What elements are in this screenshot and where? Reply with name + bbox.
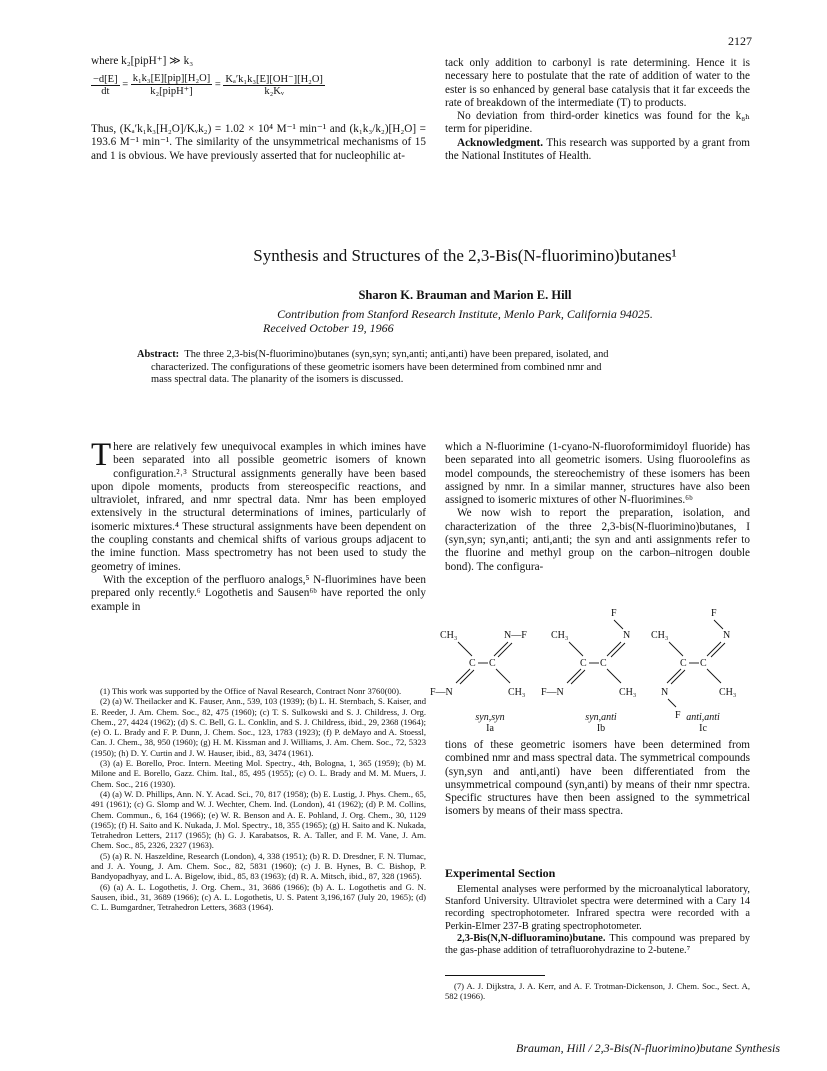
footnote-3: (3) (a) E. Borello, Proc. Intern. Meeting Mol. Spectry., 4th, Bologna, 1, 365 (1959); (b) M. Milone and E. Borello, Gazz. Chim. Ital., 85, 495 (1955); (c) O. L. Brady and M. M. Muers, J. Chem. Soc., 216 (1930). <box>91 758 426 789</box>
atom-n: N <box>623 630 631 641</box>
structure-label-ia: syn,syn Ia <box>475 712 505 734</box>
top-right-para1: tack only addition to carbonyl is rate determining. Hence it is necessary here to postulate that the rate of addition of water to the ester is so enhanced by general base catalysis that it far exceeds the rate of breakdown of the intermediate (T) to products. <box>445 57 750 109</box>
atom-c: C <box>469 658 476 669</box>
right-para-3: tions of these geometric isomers have been determined from combined nmr and mass spectral data. The symmetrical compounds (syn,syn and anti,anti) have been differentiated from the unsymmetrical compound (syn,anti) by means of their nmr spectra. Specific structures have then been assigned to the symmetrical isomers by means of their mass spectra. <box>445 739 750 818</box>
eq-lhs: $\frac{-d[E]}{dt}$ <box>93 73 118 97</box>
atom-ch3: CH₃ <box>551 630 569 641</box>
atom-ch3: CH₃ <box>651 630 669 641</box>
atom-f: F <box>711 608 717 619</box>
received-date: Received October 19, 1966 <box>263 321 394 335</box>
authors: Sharon K. Brauman and Marion E. Hill <box>358 288 572 302</box>
rate-equation: $\frac{-d[E]}{dt}$ = $\frac{\text{k₁k₃[E][pip][H₂O]}}{\text{k₂[pipH⁺]}}$ = $\frac{\text{Kₐ′k₁k₃[E][OH⁻][H₂O]}}{\text{k₂Kᵥ}}$ <box>93 73 323 97</box>
atom-nf: N—F <box>504 630 527 641</box>
top-right-para2: No deviation from third-order kinetics was found for the k₈ₕ term for piperidine. <box>445 110 750 136</box>
experimental-body <box>445 884 750 957</box>
right-column-top <box>445 441 750 574</box>
atom-f: F <box>611 608 617 619</box>
affiliation-line: Contribution from Stanford Research Institute, Menlo Park, California 94025. <box>277 307 653 321</box>
atom-c: C <box>600 658 607 669</box>
atom-c: C <box>700 658 707 669</box>
intro-para-1: There are relatively few unequivocal examples in which imines have been separated into all possible geometric isomers of known configuration.²˒³ Structural assignments generally have been based upon dipole moments, products from stereospecific reactions, and ultraviolet, infrared, and nmr spectral data. Nmr has been employed extensively in the structural determinations of imines, particularly of isomeric mixtures.⁴ These structural assignments have been dependent on the coupling constants and chemical shifts of various groups adjacent to the imine function. Mass spectrometry has not been used to study the geometry of imines. <box>91 437 426 573</box>
footnote-1: (1) This work was supported by the Office of Naval Research, Contract Nonr 3760(00). <box>100 686 402 696</box>
atom-ch3: CH₃ <box>440 630 458 641</box>
structure-label-ib: syn,anti Ib <box>585 712 617 734</box>
atom-n: N <box>661 687 669 698</box>
abstract-line-3: mass spectral data. The planarity of the isomers is discussed. <box>151 374 404 386</box>
footnote-rule <box>445 975 545 976</box>
structure-ib <box>541 608 636 698</box>
footnote-6: (6) (a) A. L. Logothetis, J. Org. Chem., 31, 3686 (1966); (b) A. L. Logothetis and G. N. Sausen, ibid., 31, 3689 (1966); (c) A. L. Logothetis, U. S. Patent 3,196,167 (July 20, 1965); (d) C. L. Bumgardner, Tetrahedron Letters, 3683 (1964). <box>91 881 426 913</box>
drop-cap: T <box>91 437 112 473</box>
atom-n: N <box>723 630 731 641</box>
top-left-paragraph: Thus, (Kₐ′k₁k₃[H₂O]/Kᵥk₂) = 1.02 × 10⁴ M⁻¹ min⁻¹ and (k₁k₃/k₂)[H₂O] = 193.6 M⁻¹ min⁻¹. The similarity of the unsymmetrical mechanisms of 15 and 1 is obvious. We have previously asserted that for nucleophilic at- <box>91 123 426 162</box>
footnote-2: (2) (a) W. Theilacker and K. Fauser, Ann., 539, 103 (1939); (b) L. H. Sternbach, S. Kaiser, and E. Reeder, J. Am. Chem. Soc., 82, 475 (1960); (c) T. S. Sulkowski and S. J. Childress, J. Org. Chem., 27, 4424 (1962); (d) S. C. Bell, G. L. Conklin, and S. J. Childress, ibid., 29, 2368 (1964); (e) O. L. Brady and F. P. Dunn, J. Chem. Soc., 123, 1783 (1923); (f) P. deMayo and A. Stoessl, Can. J. Chem., 38, 950 (1960); (g) H. M. Kissman and J. Williams, J. Am. Chem. Soc., 72, 5323 (1950); (h) D. Y. Curtin and J. W. Hauser, ibid., 83, 3474 (1961). <box>91 696 426 758</box>
atom-ch3: CH₃ <box>508 687 526 698</box>
affiliation <box>160 307 770 335</box>
atom-c: C <box>680 658 687 669</box>
intro-para-2: With the exception of the perfluoro analogs,⁵ N-fluorimines have been prepared only recently.⁶ Logothetis and Sausen⁶ᵇ have reported the only example in <box>91 573 426 613</box>
abstract <box>137 349 735 387</box>
footnotes <box>91 686 426 913</box>
page-number: 2127 <box>728 34 752 48</box>
eq-rhs: $\frac{\text{Kₐ′k₁k₃[E][OH⁻][H₂O]}}{\text{k₂Kᵥ}}$ <box>225 74 323 97</box>
atom-fn: F—N <box>541 687 564 698</box>
eq-mid: $\frac{\text{k₁k₃[E][pip][H₂O]}}{\text{k₂[pipH⁺]}}$ <box>132 73 211 97</box>
left-column-body <box>91 437 426 614</box>
atom-c: C <box>489 658 496 669</box>
experimental-heading: Experimental Section <box>445 866 556 880</box>
atom-ch3: CH₃ <box>719 687 737 698</box>
experimental-para-1: Elemental analyses were performed by the microanalytical laboratory, Stanford University. Ultraviolet spectra were determined with a Cary 14 recording spectrophotometer. Infrared spectra were recorded with a Perkin-Elmer 237-B grating spectrophotometer. <box>445 884 750 932</box>
acknowledgment: Acknowledgment. This research was supported by a grant from the National Institutes of Health. <box>445 136 750 163</box>
structure-ia <box>430 630 527 698</box>
structure-ic <box>651 608 736 721</box>
footnote-5: (5) (a) R. N. Haszeldine, Research (London), 4, 338 (1951); (b) R. D. Dresdner, F. N. Tlumac, and J. A. Young, J. Am. Chem. Soc., 82, 5831 (1960); (c) J. B. Hynes, B. C. Bishop, P. Bandyopadhyay, and L. A. Bigelow, ibid., 85, 83 (1963); (d) R. A. Mitsch, ibid., 87, 328 (1965). <box>91 850 426 882</box>
running-footer: Brauman, Hill / 2,3-Bis(N-fluorimino)butane Synthesis <box>516 1041 780 1055</box>
right-column-after-structures <box>445 739 750 819</box>
right-para-1: which a N-fluorimine (1-cyano-N-fluoroformimidoyl fluoride) has been separated into all geometric isomers. Using fluoroolefins as model compounds, the stereochemistry of these isomers has been assigned by nmr. In a similar manner, structures have also been assigned to isomeric mixtures of other N-fluorimines.⁶ᵇ <box>445 441 750 507</box>
atom-fn: F—N <box>430 687 453 698</box>
abstract-label: Abstract: <box>137 349 180 360</box>
article-title: Synthesis and Structures of the 2,3-Bis(N-fluorimino)butanes¹ <box>253 246 677 265</box>
top-right-block <box>445 57 750 163</box>
eq-intro: where k₂[pipH⁺] ≫ k₃ <box>91 55 194 67</box>
footnote-4: (4) (a) W. D. Phillips, Ann. N. Y. Acad. Sci., 70, 817 (1958); (b) E. Lustig, J. Phys. Chem., 65, 491 (1961); (c) G. Slomp and W. J. Wechter, Chem. Ind. (London), 41 (1962); (d) P. M. Collins, Chem. Commun., 6, 164 (1966); (e) W. R. Benson and A. E. Pohland, J. Org. Chem., 30, 1129 (1965); (f) H. Saito and K. Nukada, J. Mol. Spectry., 18, 355 (1965); (g) H. Saito and K. Nukada, Tetrahedron Letters, 2117 (1965); (h) G. J. Karabatsos, R. A. Taller, and F. M. Vane, J. Am. Chem. Soc., 85, 2326, 2327 (1963). <box>91 788 426 851</box>
footnote-7: (7) A. J. Dijkstra, J. A. Kerr, and A. F. Trotman-Dickenson, J. Chem. Soc., Sect. A, 582 (1966). <box>445 981 750 1002</box>
abstract-line-1: The three 2,3-bis(N-fluorimino)butanes (syn,syn; syn,anti; anti,anti) have been prepared, isolated, and <box>184 349 609 360</box>
structure-label-ic: anti,anti Ic <box>686 712 720 734</box>
isomer-structures <box>430 606 770 721</box>
right-para-2: We now wish to report the preparation, isolation, and characterization of the three 2,3-bis(N-fluorimino)butanes, I (syn,syn; syn,anti; anti,anti; the syn and anti assignments refer to the fluorine and methyl group on the carbon–nitrogen double bond). The configura- <box>445 507 750 573</box>
atom-f: F <box>675 710 681 721</box>
atom-c: C <box>580 658 587 669</box>
experimental-para-2: 2,3-Bis(N,N-difluoramino)butane. This compound was prepared by the gas-phase addition of tetrafluorohydrazine to 2-butene.⁷ <box>445 932 750 957</box>
abstract-line-2: characterized. The configurations of these geometric isomers have been determined from combined nmr and <box>151 361 602 373</box>
atom-ch3: CH₃ <box>619 687 637 698</box>
top-left-block <box>91 55 426 68</box>
